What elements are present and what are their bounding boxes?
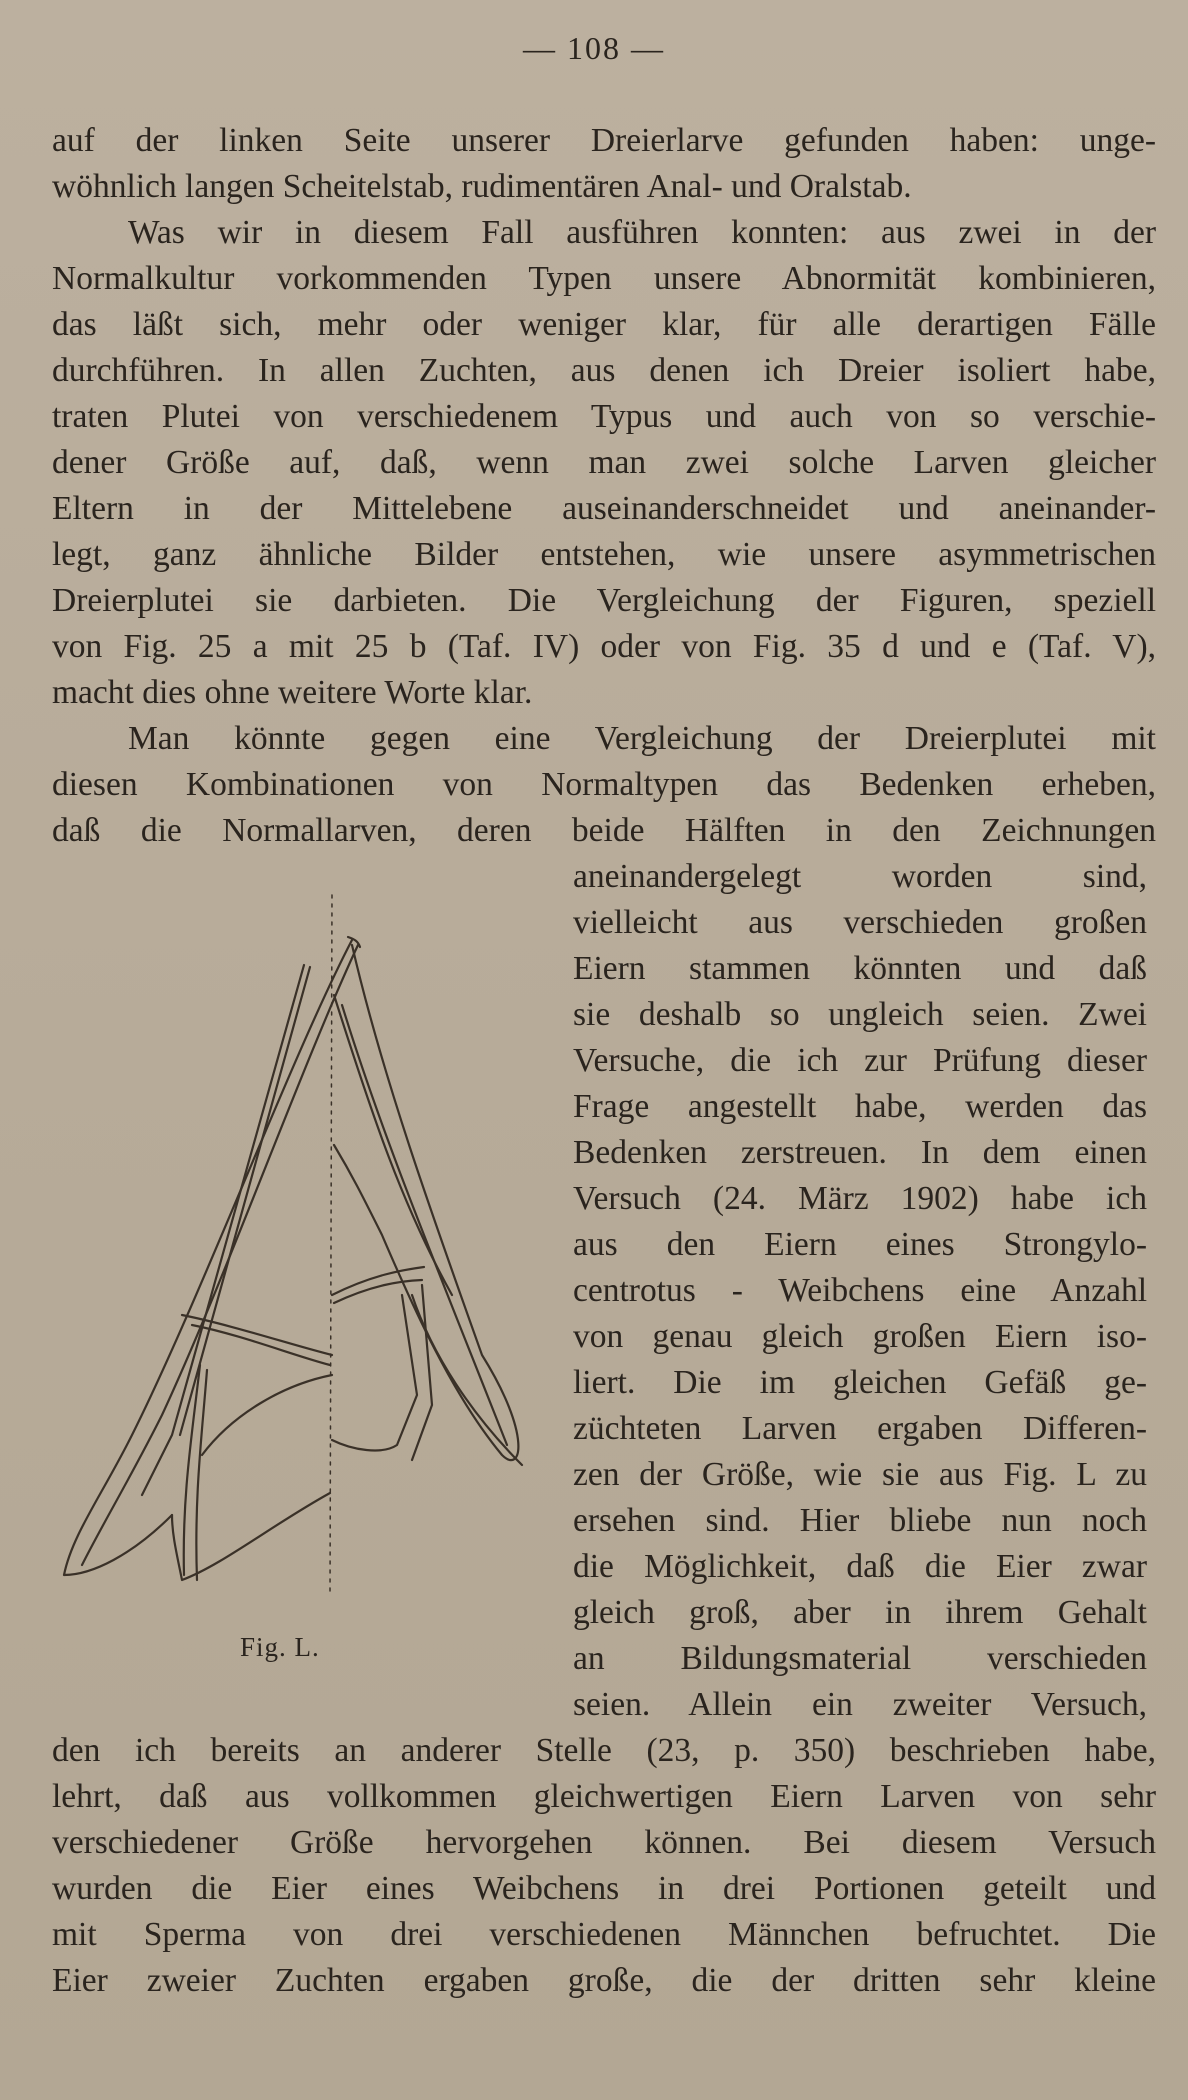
text-line-narrow: vielleicht aus verschieden großen xyxy=(573,904,1147,941)
text-line: dener Größe auf, daß, wenn man zwei solche Larven gleicher xyxy=(52,444,1156,481)
text-line: Normalkultur vorkommenden Typen unsere Abnormität kombinieren, xyxy=(52,260,1156,297)
text-line: Eier zweier Zuchten ergaben große, die der dritten sehr kleine xyxy=(52,1962,1156,1999)
text-line: mit Sperma von drei verschiedenen Männchen befruchtet. Die xyxy=(52,1916,1156,1953)
text-line-narrow: seien. Allein ein zweiter Versuch, xyxy=(573,1686,1147,1723)
text-line: verschiedener Größe hervorgehen können. Bei diesem Versuch xyxy=(52,1824,1156,1861)
text-line-narrow: von genau gleich großen Eiern iso- xyxy=(573,1318,1147,1355)
text-line-narrow: Eiern stammen könnten und daß xyxy=(573,950,1147,987)
text-line: diesen Kombinationen von Normaltypen das Bedenken erheben, xyxy=(52,766,1156,803)
text-line: das läßt sich, mehr oder weniger klar, für alle derartigen Fälle xyxy=(52,306,1156,343)
text-line-narrow: Bedenken zerstreuen. In dem einen xyxy=(573,1134,1147,1171)
text-line-narrow: Versuche, die ich zur Prüfung dieser xyxy=(573,1042,1147,1079)
text-line-narrow: an Bildungsmaterial verschieden xyxy=(573,1640,1147,1677)
text-line: traten Plutei von verschiedenem Typus und auch von so verschie- xyxy=(52,398,1156,435)
text-line-narrow: aus den Eiern eines Strongylo- xyxy=(573,1226,1147,1263)
text-line-narrow: gleich groß, aber in ihrem Gehalt xyxy=(573,1594,1147,1631)
text-line-narrow: sie deshalb so ungleich seien. Zwei xyxy=(573,996,1147,1033)
page-number: — 108 — xyxy=(523,30,665,66)
text-line: wurden die Eier eines Weibchens in drei Portionen geteilt und xyxy=(52,1870,1156,1907)
text-line: durchführen. In allen Zuchten, aus denen ich Dreier isoliert habe, xyxy=(52,352,1156,389)
text-line: den ich bereits an anderer Stelle (23, p. 350) beschrieben habe, xyxy=(52,1732,1156,1769)
text-line: daß die Normallarven, deren beide Hälften in den Zeichnungen xyxy=(52,812,1156,849)
text-line-narrow: zen der Größe, wie sie aus Fig. L zu xyxy=(573,1456,1147,1493)
figure-caption: Fig. L. xyxy=(240,1632,320,1662)
text-line-narrow: Frage angestellt habe, werden das xyxy=(573,1088,1147,1125)
text-line: Was wir in diesem Fall ausführen konnten: aus zwei in der xyxy=(128,214,1156,251)
text-line-narrow: die Möglichkeit, daß die Eier zwar xyxy=(573,1548,1147,1585)
text-line: Man könnte gegen eine Vergleichung der Dreierplutei mit xyxy=(128,720,1156,757)
text-line-narrow: centrotus - Weibchens eine Anzahl xyxy=(573,1272,1147,1309)
text-line: macht dies ohne weitere Worte klar. xyxy=(52,674,533,711)
text-line: legt, ganz ähnliche Bilder entstehen, wie unsere asymmetrischen xyxy=(52,536,1156,573)
text-line: wöhnlich langen Scheitelstab, rudimentären Anal- und Oralstab. xyxy=(52,168,912,205)
text-line: Dreierplutei sie darbieten. Die Vergleichung der Figuren, speziell xyxy=(52,582,1156,619)
figure-larva-drawing xyxy=(52,875,552,1615)
text-line: von Fig. 25 a mit 25 b (Taf. IV) oder von Fig. 35 d und e (Taf. V), xyxy=(52,628,1156,665)
text-line-narrow: züchteten Larven ergaben Differen- xyxy=(573,1410,1147,1447)
text-line-narrow: ersehen sind. Hier bliebe nun noch xyxy=(573,1502,1147,1539)
text-line: Eltern in der Mittelebene auseinanderschneidet und aneinander- xyxy=(52,490,1156,527)
text-line: lehrt, daß aus vollkommen gleichwertigen Eiern Larven von sehr xyxy=(52,1778,1156,1815)
text-line-narrow: liert. Die im gleichen Gefäß ge- xyxy=(573,1364,1147,1401)
text-line-narrow: Versuch (24. März 1902) habe ich xyxy=(573,1180,1147,1217)
text-line-narrow: aneinandergelegt worden sind, xyxy=(573,858,1147,895)
text-line: auf der linken Seite unserer Dreierlarve gefunden haben: unge- xyxy=(52,122,1156,159)
larva-drawing-svg xyxy=(52,875,552,1615)
